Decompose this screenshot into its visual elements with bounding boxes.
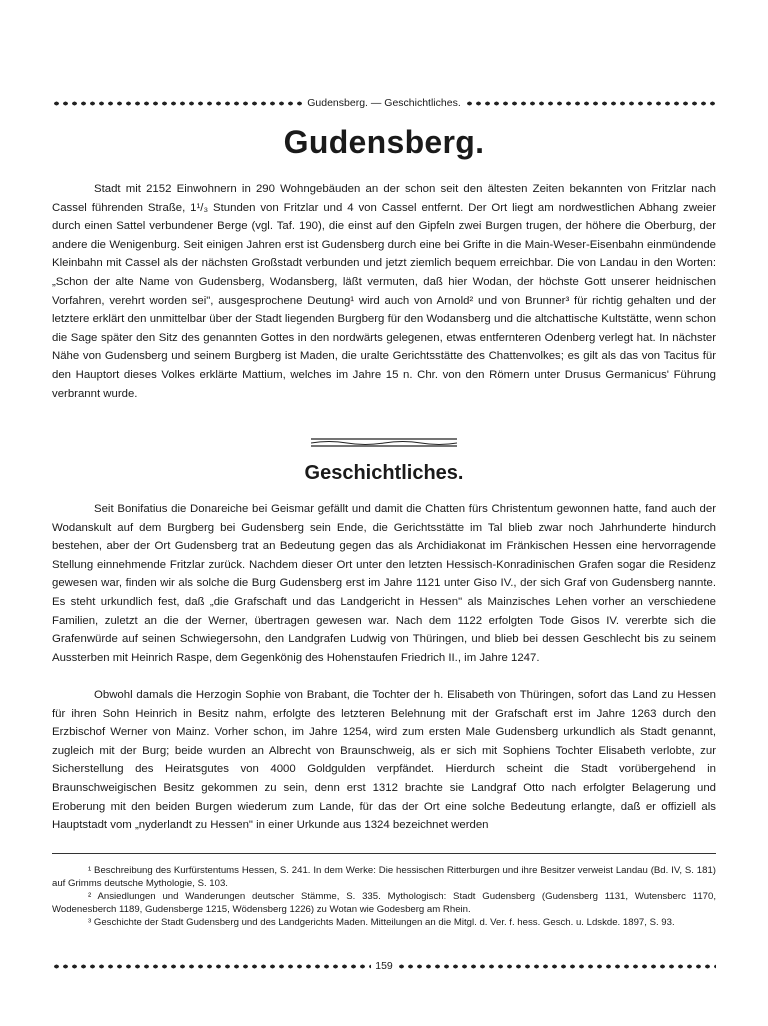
- page-title: Gudensberg.: [283, 124, 485, 160]
- footnote-1: ¹ Beschreibung des Kurfürstentums Hessen, S. 241. In dem Werke: Die hessischen Ritterburgen und ihre Besitzer verweist Landau (Bd. IV, S. 181) auf Grimms deutsche Mythologie, S. 103.: [52, 865, 716, 889]
- divider-ornament-icon: [311, 437, 457, 447]
- running-header-title: Gudensberg. — Geschichtliches.: [307, 97, 461, 109]
- ornament-border-right: [465, 100, 716, 107]
- running-header: [52, 96, 716, 110]
- intro-paragraph: Stadt mit 2152 Einwohnern in 290 Wohngebäuden an der schon seit den ältesten Zeiten bekannten von Fritzlar nach Cassel führenden Straße, 1¹/₃ Stunden von Fritzlar und 4 von Cassel entfernt. Der Ort liegt am nordwestlichen Abhang zweier durch einen Sattel verbundener Berge (vgl. Taf. 190), die einst auf den Gipfeln zwei Burgen trugen, der höhere die Oberburg, der andere die Wenigenburg. Seit einigen Jahren erst ist Gudensberg durch eine bei Grifte in die Main-Weser-Eisenbahn einmündende Kleinbahn mit Cassel als der nächsten Großstadt verbunden und jetzt ziemlich bequem erreichbar. Die von Landau in den Worten: „Schon der alte Name von Gudensberg, Wodansberg, läßt vermuten, daß hier Wodan, der höchste Gott unserer heidnischen Vorfahren, verehrt worden sei", ausgesprochene Deutung¹ wird auch von Arnold² und von Brunner³ für richtig gehalten und der letztere erklärt den unmittelbar über der Stadt liegenden Burgberg für den Wodansberg und die altchattische Kultstätte, wenn schon die Sage später den Sitz des genannten Gottes in den nordwärts gelegenen, etwas entfernteren Odenberg verlegt hat. In nächster Nähe von Gudensberg und seinem Burgberg ist Maden, die uralte Gerichtsstätte des Chattenvolkes; es gilt als das von Tacitus für den Hauptort dieses Volkes erklärte Mattium, welches im Jahre 15 n. Chr. von den Römern unter Drusus Germanicus' Führung verbrannt wurde.: [52, 183, 716, 400]
- footnote-rule: [52, 853, 716, 854]
- running-footer: [52, 959, 716, 973]
- ornament-border-right: [397, 963, 716, 970]
- footnote-3: ³ Geschichte der Stadt Gudensberg und des Landgerichts Maden. Mitteilungen an die Mitgl. d. Ver. f. hess. Gesch. u. Ldskde. 1897, S. 93.: [88, 917, 675, 928]
- history-paragraph-2: Obwohl damals die Herzogin Sophie von Brabant, die Tochter der h. Elisabeth von Thüringen, sofort das Land zu Hessen für ihren Sohn Heinrich in Besitz nahm, erfolgte des letzteren Belehnung mit der Grafschaft erst im Jahre 1263 durch den Erzbischof Werner von Mainz. Vorher schon, im Jahre 1254, wird zum ersten Male Gudensberg urkundlich als Stadt genannt, zugleich mit der Burg; beide wurden an Albrecht von Braunschweig, als er sich mit Sophiens Tochter Elisabeth verlobte, zur Sicherstellung des Heiratsgutes von 4000 Goldgulden verpfändet. Hierdurch scheint die Stadt vorübergehend in Braunschweigischen Besitz gekommen zu sein, denn erst 1312 brachte sie Landgraf Otto nach erfolgter Belagerung und Eroberung mit den beiden Burgen wiederum zum Lande, für das der Ort eine solche Bedeutung erlangte, daß er offiziell als Hauptstadt vom „nyderlandt zu Hessen" in einer Urkunde aus 1324 bezeichnet werden: [52, 689, 716, 832]
- page-number: 159: [375, 960, 393, 972]
- footnotes: [52, 864, 716, 929]
- section-title: Geschichtliches.: [304, 462, 464, 484]
- ornament-border-left: [52, 963, 371, 970]
- ornament-border-left: [52, 100, 303, 107]
- history-paragraph-1: Seit Bonifatius die Donareiche bei Geismar gefällt und damit die Chatten fürs Christentum gewonnen hatte, fand auch der Wodanskult auf dem Burgberg bei Gudensberg sein Ende, die Gerichtsstätte im Tal blieb zwar noch Jahrhunderte hindurch bestehen, aber der Ort Gudensberg trat an Bedeutung gegen das als Archidiakonat im Fränkischen Hessen eine hervorragende Stellung einnehmende Fritzlar zurück. Nachdem dieser Ort unter den letzten Hessisch-Konradinischen Grafen sogar die Residenz gewesen war, finden wir als solche die Burg Gudensberg erst im Jahre 1121 unter Giso IV., der sich Graf von Gudensberg nannte. Es steht urkundlich fest, daß „die Grafschaft und das Landgericht in Hessen" als Mainzisches Lehen vorher an verschiedene Familien, zuletzt an die der Werner, übertragen gewesen war. Nach dem 1122 erfolgten Tode Gisos IV. vererbte sich die Grafenwürde auf seinen Schwiegersohn, den Landgrafen Ludwig von Thüringen, und blieb bei dessen Geschlecht bis zu seinem Aussterben mit Heinrich Raspe, dem Gegenkönig des Hohenstaufen Friedrich II., im Jahre 1247.: [52, 503, 716, 664]
- section-divider-ornament: [311, 437, 457, 447]
- footnote-2: ² Ansiedlungen und Wanderungen deutscher Stämme, S. 335. Mythologisch: Stadt Gudensberg (Gudensberg 1131, Wutensberc 1170, Wodenesberch 1189, Gudensberge 1215, Wödensberg 1226) zu Wotan wie Godesberg am Rhein.: [52, 891, 716, 915]
